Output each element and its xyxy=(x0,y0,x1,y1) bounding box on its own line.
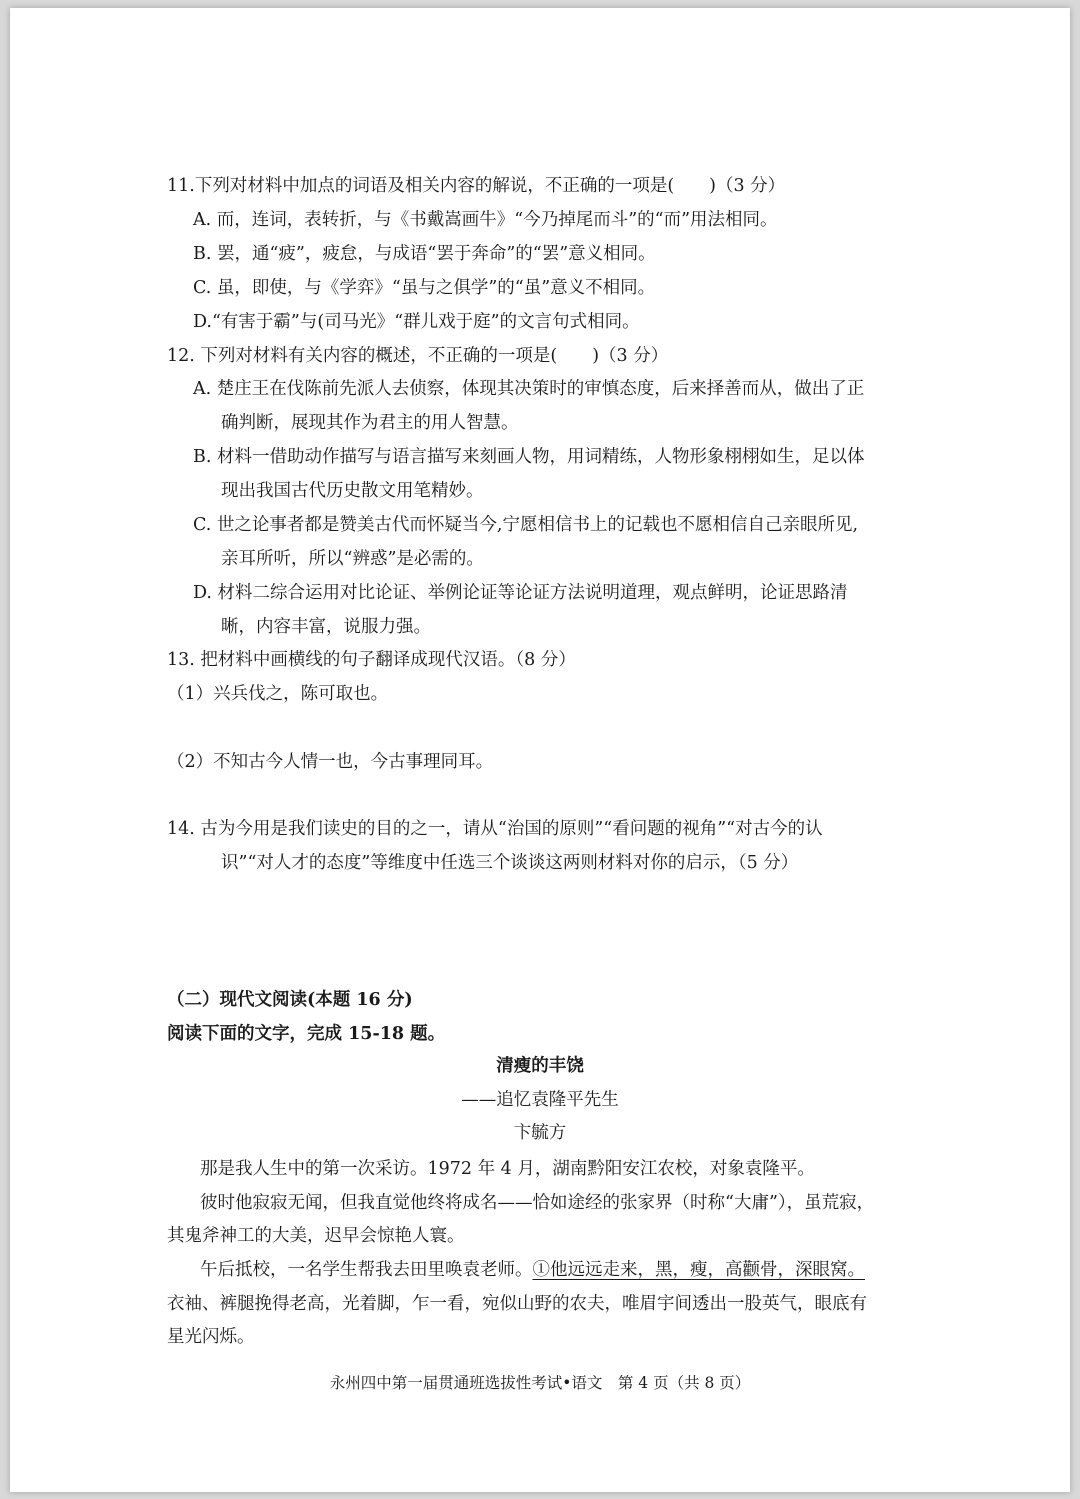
q12-option-d-line2: 晰，内容丰富，说服力强。 xyxy=(221,617,431,637)
q12-option-c-line2: 亲耳所听，所以“辨惑”是必需的。 xyxy=(221,549,484,569)
article-paragraph-3-line3: 星光闪烁。 xyxy=(167,1327,255,1347)
q12-stem: 12. 下列对材料有关内容的概述，不正确的一项是( )（3 分） xyxy=(167,346,669,366)
q11-option-d: D.“有害于霸”与(司马光》“群儿戏于庭”的文言句式相同。 xyxy=(193,312,640,332)
article-author: 卞毓方 xyxy=(513,1123,567,1143)
q12-option-b-line2: 现出我国古代历史散文用笔精妙。 xyxy=(221,481,484,501)
q11-option-b: B. 罢，通“疲”，疲怠，与成语“罢于奔命”的“罢”意义相同。 xyxy=(193,244,656,264)
q14-line2: 识”“对人才的态度”等维度中任选三个谈谈这两则材料对你的启示，（5 分） xyxy=(221,853,799,873)
q11-option-c: C. 虽，即使，与《学弈》“虽与之俱学”的“虽”意义不相同。 xyxy=(193,278,656,298)
q11-option-a: A. 而，连词，表转折，与《书戴嵩画牛》“今乃掉尾而斗”的“而”用法相同。 xyxy=(193,210,778,230)
article-subtitle: ——追忆袁隆平先生 xyxy=(461,1090,619,1110)
exam-page xyxy=(10,8,1070,1492)
article-paragraph-2-line1: 彼时他寂寂无闻，但我直觉他终将成名——恰如途经的张家界（时称“大庸”），虽荒寂， xyxy=(200,1193,875,1213)
q13-stem: 13. 把材料中画横线的句子翻译成现代汉语。（8 分） xyxy=(167,650,576,670)
article-paragraph-2-line2: 其鬼斧神工的大美，迟早会惊艳人寰。 xyxy=(167,1226,465,1246)
q13-item-1: （1）兴兵伐之，陈可取也。 xyxy=(167,684,389,704)
article-paragraph-3-line1 xyxy=(200,1258,865,1282)
paragraph-3-plain-text: 午后抵校，一名学生帮我去田里唤袁老师。 xyxy=(200,1260,533,1280)
page-content xyxy=(10,8,1070,1492)
q12-option-c-line1: C. 世之论事者都是赞美古代而怀疑当今,宁愿相信书上的记载也不愿相信自己亲眼所见, xyxy=(193,515,859,535)
article-title: 清瘦的丰饶 xyxy=(496,1056,584,1076)
section-heading: （二）现代文阅读(本题 16 分) xyxy=(167,990,413,1010)
q14-line1: 14. 古为今用是我们读史的目的之一，请从“治国的原则”“看问题的视角”“对古今的认 xyxy=(167,819,823,839)
q12-option-a-line1: A. 楚庄王在伐陈前先派人去侦察，体现其决策时的审慎态度，后来择善而从，做出了正 xyxy=(193,379,865,399)
underlined-sentence-1: ①他远远走来，黑，瘦，高颧骨，深眼窝。 xyxy=(532,1260,865,1280)
article-paragraph-3-line2: 衣袖、裤腿挽得老高，光着脚，乍一看，宛似山野的农夫，唯眉宇间透出一股英气，眼底有 xyxy=(167,1294,867,1314)
page-footer: 永州四中第一届贯通班选拔性考试•语文 第 4 页（共 8 页） xyxy=(329,1374,751,1392)
section-instruction: 阅读下面的文字，完成 15-18 题。 xyxy=(167,1024,446,1044)
q12-option-b-line1: B. 材料一借助动作描写与语言描写来刻画人物，用词精练，人物形象栩栩如生，足以体 xyxy=(193,447,865,467)
q11-stem: 11.下列对材料中加点的词语及相关内容的解说，不正确的一项是( )（3 分） xyxy=(167,176,786,196)
q12-option-d-line1: D. 材料二综合运用对比论证、举例论证等论证方法说明道理，观点鲜明，论证思路清 xyxy=(193,583,848,603)
article-paragraph-1: 那是我人生中的第一次采访。1972 年 4 月，湖南黔阳安江农校，对象袁隆平。 xyxy=(200,1159,815,1179)
q13-item-2: （2）不知古今人情一也，今古事理同耳。 xyxy=(167,752,494,772)
q12-option-a-line2: 确判断，展现其作为君主的用人智慧。 xyxy=(221,413,519,433)
